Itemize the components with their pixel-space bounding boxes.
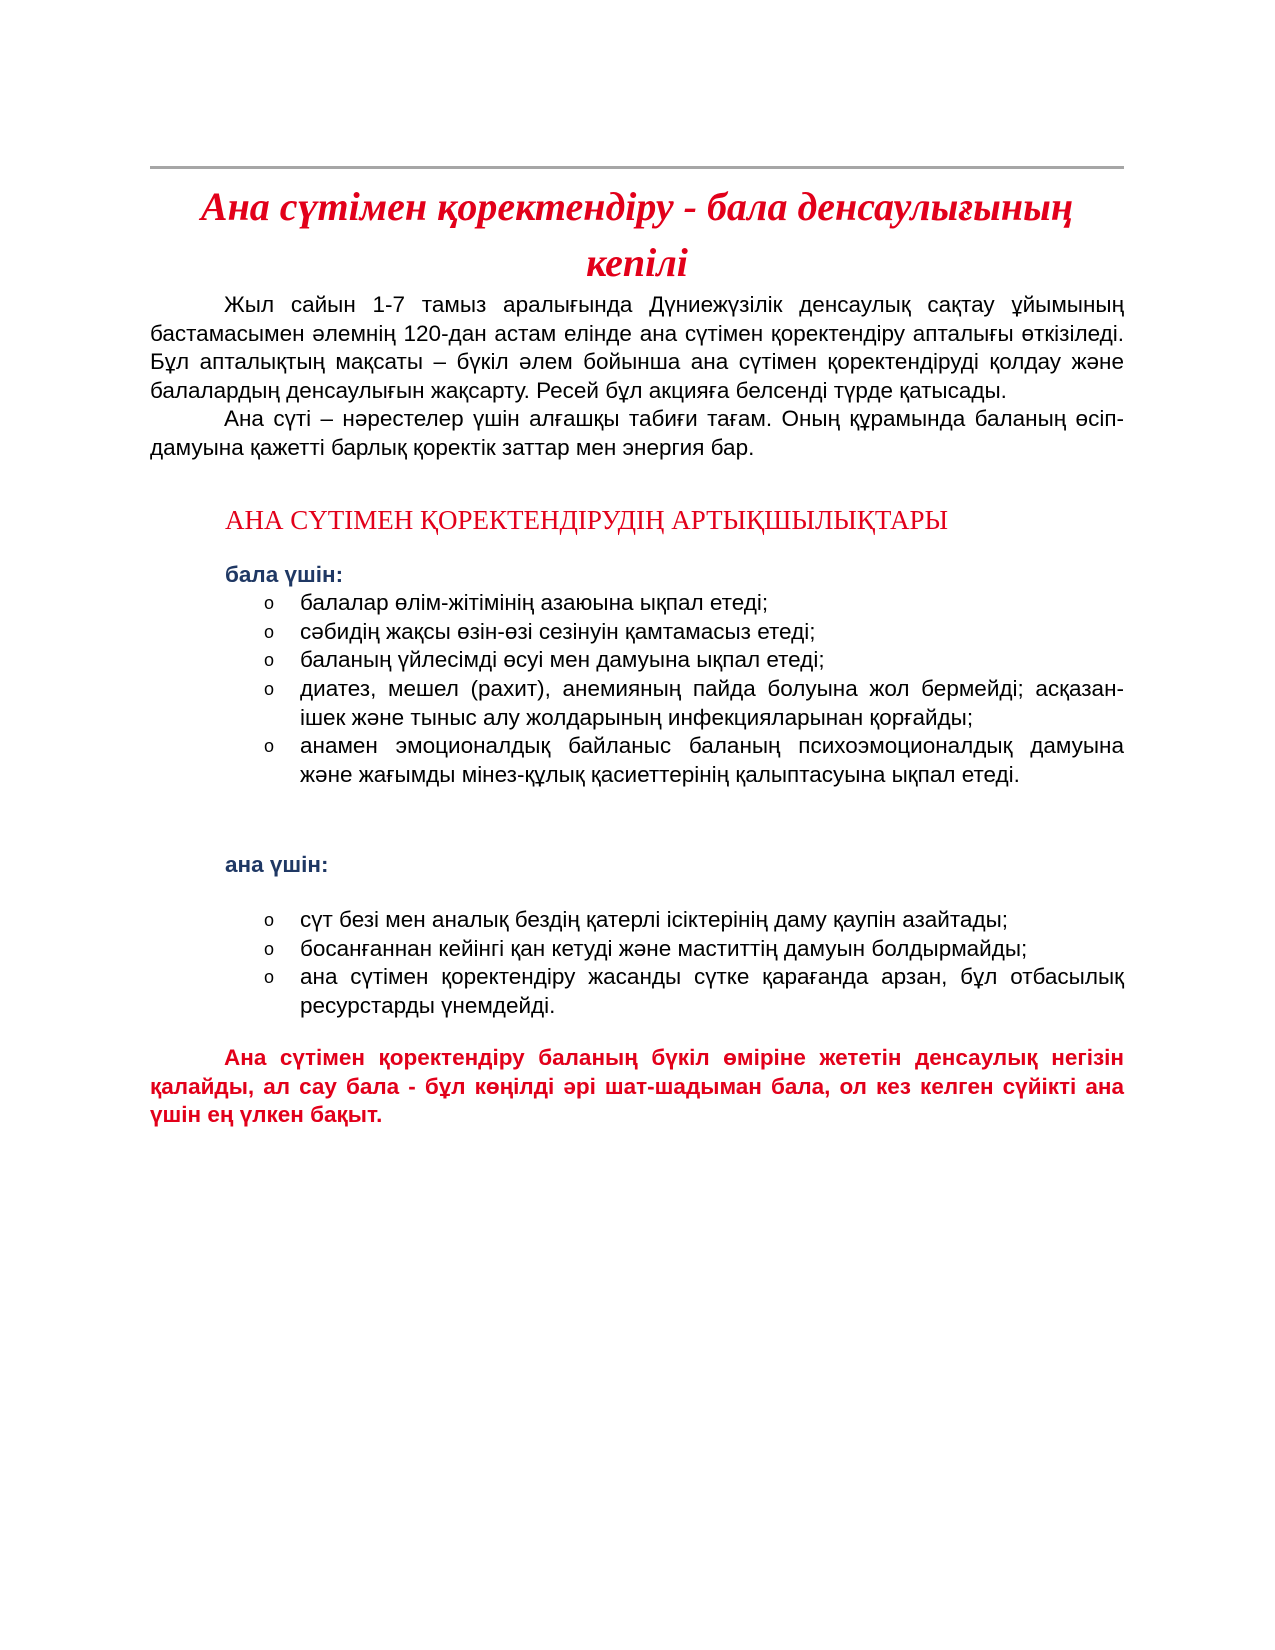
list-item: [264, 646, 1124, 675]
list-item-text: анамен эмоционалдық байланыс баланың психоэмоционалдық дамуына және жағымды мінез-құлық қасиеттерінің қалыптасуына ықпал етеді.: [300, 733, 1124, 787]
page-title: Ана сүтімен қоректендіру - бала денсаулығының кепілі: [200, 184, 1074, 285]
list-item: [264, 732, 1124, 789]
list-item: [264, 935, 1124, 964]
bullet-circle-icon: o: [264, 909, 275, 930]
bullet-circle-icon: o: [264, 736, 275, 757]
list-item: [264, 906, 1124, 935]
section-heading: АНА СҮТІМЕН ҚОРЕКТЕНДІРУДІҢ АРТЫҚШЫЛЫҚТАРЫ: [225, 504, 949, 535]
intro-text: [150, 291, 1124, 463]
top-divider: [150, 166, 1124, 169]
child-benefits-list: [264, 589, 1124, 789]
intro-paragraph-2: Ана сүті – нәрестелер үшін алғашқы табиғи тағам. Оның құрамында баланың өсіп-дамуына қажетті барлық қоректік заттар мен энергия бар.: [150, 406, 1124, 460]
list-item: [264, 589, 1124, 618]
list-item-text: сүт безі мен аналық бездің қатерлі ісіктерінің даму қаупін азайтады;: [300, 906, 1008, 932]
list-item-text: босанғаннан кейінгі қан кетуді және маститтің дамуын болдырмайды;: [300, 935, 1028, 961]
list-item: [264, 675, 1124, 732]
bullet-circle-icon: o: [264, 938, 275, 959]
bullet-circle-icon: o: [264, 967, 275, 988]
mother-benefits-list: [264, 906, 1124, 1020]
list-item: [264, 963, 1124, 1020]
bullet-circle-icon: o: [264, 678, 275, 699]
document-page: [150, 166, 1124, 1130]
list-item-text: балалар өлім-жітімінің азаюына ықпал етеді;: [300, 590, 769, 616]
list-item-text: ана сүтімен қоректендіру жасанды сүтке қарағанда арзан, бұл отбасылық ресурстарды үнемдейді.: [300, 964, 1124, 1018]
list-item-text: сәбидің жақсы өзін-өзі сезінуін қамтамасыз етеді;: [300, 618, 816, 644]
child-benefits-label: бала үшін:: [225, 561, 344, 587]
bullet-circle-icon: o: [264, 650, 275, 671]
list-item-text: диатез, мешел (рахит), анемияның пайда болуына жол бермейді; асқазан-ішек және тыныс алу жолдарының инфекцияларынан қорғайды;: [300, 675, 1124, 730]
intro-paragraph-1: Жыл сайын 1-7 тамыз аралығында Дүниежүзілік денсаулық сақтау ұйымының бастамасымен әлемнің 120-дан астам елінде ана сүтімен қоректендіру апталығы өткізіледі. Бұл апталықтың мақсаты – бүкіл әлем бойынша ана сүтімен қоректендіруді қолдау және балалардың денсаулығын жақсарту. Ресей бұл акцияға белсенді түрде қатысады.: [150, 292, 1124, 403]
list-item: [264, 618, 1124, 647]
list-item-text: баланың үйлесімді өсуі мен дамуына ықпал етеді;: [300, 647, 825, 673]
bullet-circle-icon: o: [264, 621, 275, 642]
conclusion-paragraph: Ана сүтімен қоректендіру баланың бүкіл өміріне жететін денсаулық негізін қалайды, ал сау бала - бұл көңілді әрі шат-шадыман бала, ол кез келген сүйікті ана үшін ең үлкен бақыт.: [150, 1045, 1124, 1128]
mother-benefits-label: ана үшін:: [225, 852, 329, 878]
bullet-circle-icon: o: [264, 593, 275, 614]
